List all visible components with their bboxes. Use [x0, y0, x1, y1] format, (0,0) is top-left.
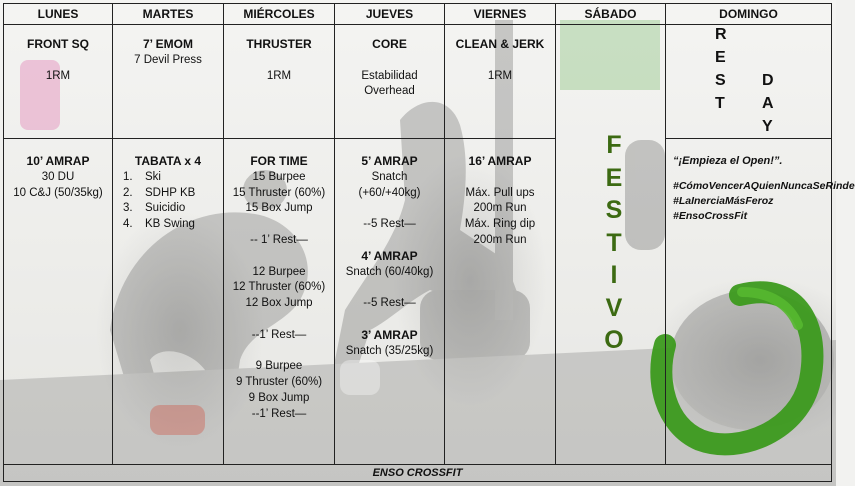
- jueves-top-line-2: Overhead: [364, 85, 415, 98]
- day-letter: D: [762, 72, 774, 89]
- lunes-top-title: FRONT SQ: [27, 37, 89, 51]
- domingo-promo: [673, 154, 855, 224]
- wod-line: 12 Thruster (60%): [232, 281, 326, 294]
- martes-emom: [113, 37, 223, 69]
- list-item: 2. SDHP KB: [123, 186, 196, 199]
- rest-letter: T: [715, 95, 725, 112]
- martes-tabata: [113, 154, 223, 233]
- rest-line: --5 Rest—: [363, 297, 416, 310]
- wod-line: Máx. Pull ups: [465, 186, 535, 199]
- row-divider-right: [665, 138, 831, 139]
- martes-top-title: 7’ EMOM: [142, 37, 193, 51]
- column-divider: [665, 4, 666, 464]
- list-item: 1. Ski: [123, 170, 161, 183]
- festivo-letter: V: [605, 293, 623, 322]
- day-letter: Y: [762, 118, 773, 135]
- miercoles-strength: [224, 37, 334, 84]
- wod-line: 15 Box Jump: [245, 202, 313, 215]
- lunes-line-1: 30 DU: [41, 170, 75, 183]
- hashtag: #CómoVencerAQuienNuncaSeRinde: [673, 180, 855, 192]
- header-divider: [4, 24, 831, 25]
- wod-line: (+60/+40kg): [358, 186, 421, 199]
- viernes-amrap: [445, 154, 555, 249]
- viernes-bottom-title: 16’ AMRAP: [468, 154, 532, 168]
- header-sabado: SÁBADO: [584, 7, 637, 21]
- jueves-top-title: CORE: [372, 37, 407, 51]
- wod-line: 200m Run: [473, 202, 527, 215]
- wod-line: 15 Thruster (60%): [232, 186, 326, 199]
- tabata-list: [113, 170, 223, 233]
- festivo-vertical-text: [599, 129, 629, 357]
- wod-line: Snatch: [371, 170, 408, 183]
- rest-line: --1’ Rest—: [251, 328, 307, 341]
- martes-top-sub: 7 Devil Press: [134, 53, 202, 66]
- rest-letter: E: [715, 49, 726, 66]
- week-grid: [3, 3, 855, 482]
- wod-line: 12 Box Jump: [245, 297, 313, 310]
- row-divider-left: [4, 138, 555, 139]
- open-slogan: “¡Empieza el Open!”.: [673, 155, 783, 167]
- day-vertical-text: [762, 69, 774, 138]
- martes-bottom-title: TABATA x 4: [134, 154, 202, 168]
- header-domingo: DOMINGO: [719, 7, 778, 21]
- header-miercoles: MIÉRCOLES: [243, 7, 315, 21]
- lunes-top-sub: 1RM: [45, 69, 71, 82]
- list-item: 4. KB Swing: [123, 218, 195, 231]
- miercoles-top-sub: 1RM: [266, 69, 292, 82]
- wod-line: 15 Burpee: [252, 170, 306, 183]
- hashtag: #EnsoCrossFit: [673, 210, 748, 222]
- rest-letter: R: [715, 26, 727, 43]
- rest-line: --5 Rest—: [363, 218, 416, 231]
- rest-letter: S: [715, 72, 726, 89]
- column-divider: [555, 4, 556, 464]
- lunes-bottom-title: 10’ AMRAP: [26, 154, 90, 168]
- festivo-letter: T: [606, 228, 622, 257]
- rest-line: --1’ Rest—: [251, 407, 307, 420]
- rest-vertical-text: [715, 23, 727, 115]
- jueves-amrap3-title: 3’ AMRAP: [361, 327, 418, 342]
- viernes-top-sub: 1RM: [487, 69, 513, 82]
- day-letter: A: [762, 95, 774, 112]
- lunes-strength: [4, 37, 112, 84]
- jueves-top-line-1: Estabilidad: [361, 69, 418, 82]
- wod-line: 200m Run: [473, 233, 527, 246]
- lunes-wod: [4, 154, 112, 201]
- header-lunes: LUNES: [37, 7, 79, 21]
- rest-line: -- 1’ Rest—: [250, 233, 308, 246]
- hashtag: #LaInerciaMásFeroz: [673, 195, 774, 207]
- miercoles-top-title: THRUSTER: [246, 37, 312, 51]
- festivo-letter: S: [605, 196, 623, 224]
- festivo-letter: F: [606, 131, 622, 159]
- jueves-amrap1-title: 5’ AMRAP: [361, 154, 418, 168]
- jueves-amrap2-title: 4’ AMRAP: [361, 248, 418, 263]
- festivo-letter: E: [605, 163, 623, 192]
- viernes-strength: [445, 37, 555, 84]
- lunes-line-2: 10 C&J (50/35kg): [13, 186, 103, 199]
- wod-line: Snatch (60/40kg): [345, 265, 434, 278]
- miercoles-bottom-title: FOR TIME: [250, 154, 308, 168]
- header-jueves: JUEVES: [365, 7, 414, 21]
- list-item: 3. Suicidio: [123, 202, 186, 215]
- wod-line: Máx. Ring dip: [464, 218, 536, 231]
- footer-brand: ENSO CROSSFIT: [372, 467, 463, 479]
- viernes-top-title: CLEAN & JERK: [455, 37, 545, 51]
- header-viernes: VIERNES: [473, 7, 527, 21]
- column-divider: [112, 4, 113, 464]
- header-martes: MARTES: [142, 7, 194, 21]
- festivo-letter: I: [610, 261, 618, 289]
- wod-line: 9 Thruster (60%): [235, 376, 323, 389]
- wod-line: 9 Box Jump: [248, 391, 310, 404]
- wod-line: Snatch (35/25kg): [345, 344, 434, 357]
- jueves-amraps: [335, 154, 444, 359]
- wod-line: 12 Burpee: [252, 265, 306, 278]
- festivo-letter: O: [604, 326, 624, 354]
- wod-line: 9 Burpee: [255, 360, 303, 373]
- miercoles-for-time: [224, 154, 334, 423]
- jueves-core: [335, 37, 444, 100]
